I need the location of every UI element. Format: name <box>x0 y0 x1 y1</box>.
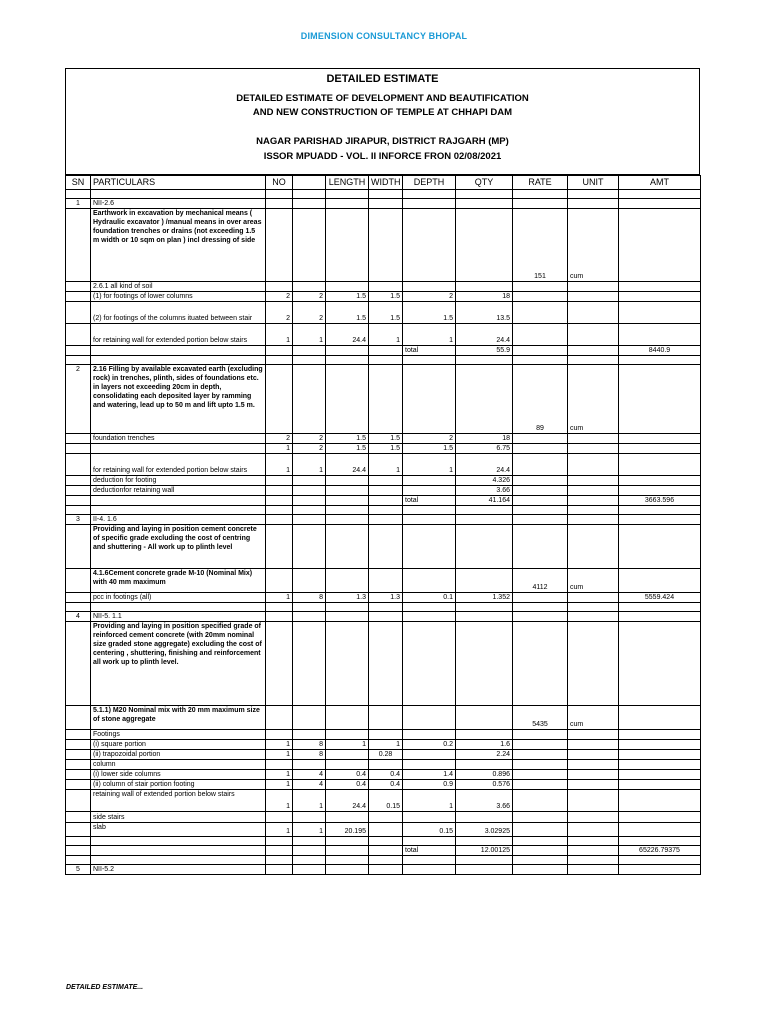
row-width: 1 <box>369 324 403 346</box>
item-amount: 3663.596 <box>619 496 701 506</box>
row-particular: deductionfor retaining wall <box>91 486 266 496</box>
table-row <box>66 292 701 302</box>
row-width: 0.15 <box>369 790 403 812</box>
row-depth: 1.5 <box>403 302 456 324</box>
row-no2: 2 <box>293 434 326 444</box>
row-length: 0.4 <box>326 780 369 790</box>
item-amount: 8440.9 <box>619 346 701 356</box>
col-unit: UNIT <box>568 176 619 190</box>
table-row <box>66 365 701 434</box>
total-row <box>66 346 701 356</box>
row-no: 1 <box>266 444 293 454</box>
row-no2: 8 <box>293 740 326 750</box>
row-no2: 4 <box>293 780 326 790</box>
table-row <box>66 486 701 496</box>
row-particular: slab <box>91 823 266 837</box>
item-rate: 89 <box>513 365 568 434</box>
row-depth: 1.5 <box>403 444 456 454</box>
row-qty: 18 <box>456 292 513 302</box>
row-no2: 1 <box>293 324 326 346</box>
table-row <box>66 476 701 486</box>
row-qty: 0.576 <box>456 780 513 790</box>
brand-title: DIMENSION CONSULTANCY BHOPAL <box>300 31 468 41</box>
row-no: 2 <box>266 292 293 302</box>
row-particular: Footings <box>91 730 266 740</box>
table-row <box>66 812 701 823</box>
item-subheading: 2.6.1 all kind of soil <box>91 282 266 292</box>
row-no2: 2 <box>293 292 326 302</box>
item-rate: 4112 <box>513 569 568 593</box>
row-no: 1 <box>266 454 293 476</box>
row-length: 1.3 <box>326 593 369 603</box>
row-no: 1 <box>266 823 293 837</box>
table-row <box>66 593 701 603</box>
item-sn: 5 <box>66 865 91 875</box>
total-label: total <box>403 346 456 356</box>
row-no2: 8 <box>293 750 326 760</box>
estimate-table <box>65 175 701 875</box>
row-depth: 1 <box>403 324 456 346</box>
spacer-row <box>66 506 701 515</box>
item-subheading: 5.1.1) M20 Nominal mix with 20 mm maximum size of stone aggregate <box>91 706 266 730</box>
row-particular: for retaining wall for extended portion below stairs <box>91 324 266 346</box>
table-row <box>66 780 701 790</box>
row-length: 24.4 <box>326 324 369 346</box>
item-code: NII-5.2 <box>91 865 266 875</box>
row-no: 1 <box>266 750 293 760</box>
col-depth: DEPTH <box>403 176 456 190</box>
item-sn: 1 <box>66 199 91 209</box>
row-depth: 2 <box>403 292 456 302</box>
table-row <box>66 740 701 750</box>
spacer-row <box>66 190 701 199</box>
row-particular: pcc in footings (all) <box>91 593 266 603</box>
table-row <box>66 434 701 444</box>
row-particular: column <box>91 760 266 770</box>
table-row <box>66 324 701 346</box>
row-width: 1.3 <box>369 593 403 603</box>
item-description: 2.16 Filling by available excavated earth (excluding rock) in trenches, plinth, sides of foundations etc. in layers not exceeding 20cm in depth, consolidating each deposited layer by ramming and watering, lead up to 50 m and lift upto 1.5 m. <box>91 365 266 434</box>
row-no: 1 <box>266 740 293 750</box>
table-row <box>66 302 701 324</box>
item-unit: cum <box>568 209 619 282</box>
row-particular: (i) square portion <box>91 740 266 750</box>
total-label: total <box>403 496 456 506</box>
row-qty: 13.5 <box>456 302 513 324</box>
row-no2: 1 <box>293 823 326 837</box>
table-row <box>66 730 701 740</box>
row-qty: 18 <box>456 434 513 444</box>
table-row <box>66 865 701 875</box>
row-qty: 2.24 <box>456 750 513 760</box>
spacer-row <box>66 856 701 865</box>
table-row <box>66 569 701 593</box>
row-particular: (2) for footings of the columns ituated between stair <box>91 302 266 324</box>
row-width: 1.5 <box>369 302 403 324</box>
spacer-row <box>66 356 701 365</box>
table-row <box>66 525 701 569</box>
col-qty: QTY <box>456 176 513 190</box>
item-sn: 2 <box>66 365 91 434</box>
table-row <box>66 790 701 812</box>
row-no2: 2 <box>293 302 326 324</box>
row-width: 0.28 <box>369 750 403 760</box>
row-qty: 24.4 <box>456 324 513 346</box>
header-title: DETAILED ESTIMATE <box>326 73 439 85</box>
row-qty: 1.352 <box>456 593 513 603</box>
header-line-3: NAGAR PARISHAD JIRAPUR, DISTRICT RAJGARH (MP) <box>256 136 509 147</box>
row-length: 1.5 <box>326 302 369 324</box>
row-qty: 1.6 <box>456 740 513 750</box>
item-description: Providing and laying in position specified grade of reinforced cement concrete (with 20mm nominal size graded stone aggregate) excluding the cost of centering , shuttering, finishing and reinforcement all work up to plinth level. <box>91 622 266 706</box>
row-depth: 0.1 <box>403 593 456 603</box>
total-row <box>66 846 701 856</box>
row-no2: 8 <box>293 593 326 603</box>
row-particular: foundation trenches <box>91 434 266 444</box>
item-description: Providing and laying in position cement concrete of specific grade excluding the cost of centring and shuttering - All work up to plinth level <box>91 525 266 569</box>
total-qty: 41.164 <box>456 496 513 506</box>
table-row <box>66 706 701 730</box>
total-label: total <box>403 846 456 856</box>
table-row <box>66 454 701 476</box>
row-width: 0.4 <box>369 770 403 780</box>
row-no: 2 <box>266 302 293 324</box>
total-qty: 55.9 <box>456 346 513 356</box>
table-row <box>66 750 701 760</box>
row-particular: (1) for footings of lower columns <box>91 292 266 302</box>
item-amount: 5559.424 <box>619 593 701 603</box>
row-depth: 0.2 <box>403 740 456 750</box>
row-depth: 2 <box>403 434 456 444</box>
row-particular: (ii) trapozoidal portion <box>91 750 266 760</box>
estimate-header <box>65 68 700 175</box>
spacer-row <box>66 837 701 846</box>
table-row <box>66 199 701 209</box>
row-no: 1 <box>266 324 293 346</box>
row-length: 1.5 <box>326 434 369 444</box>
header-line-1: DETAILED ESTIMATE OF DEVELOPMENT AND BEAUTIFICATION <box>236 93 529 104</box>
row-particular: for retaining wall for extended portion below stairs <box>91 454 266 476</box>
item-code: NII-5. 1.1 <box>91 612 266 622</box>
header-line-2: AND NEW CONSTRUCTION OF TEMPLE AT CHHAPI DAM <box>252 107 513 118</box>
table-row <box>66 823 701 837</box>
row-width: 1 <box>369 740 403 750</box>
table-row <box>66 515 701 525</box>
row-particular: deduction for footing <box>91 476 266 486</box>
item-subheading: 4.1.6Cement concrete grade M-10 (Nominal Mix) with 40 mm maximum <box>91 569 266 593</box>
total-qty: 12.00125 <box>456 846 513 856</box>
spacer-row <box>66 603 701 612</box>
item-code: II-4. 1.6 <box>91 515 266 525</box>
row-depth: 0.15 <box>403 823 456 837</box>
header-line-4: ISSOR MPUADD - VOL. II INFORCE FRON 02/08/2021 <box>263 151 502 162</box>
row-no: 1 <box>266 780 293 790</box>
row-width: 1.5 <box>369 444 403 454</box>
row-length: 0.4 <box>326 770 369 780</box>
item-description: Earthwork in excavation by mechanical means ( Hydraulic excavator ) /manual means in over areas foundation trenches or drains (not exceeding 1.5 m width or 10 sqm on plan ) incl dressing of side <box>91 209 266 282</box>
col-amt: AMT <box>619 176 701 190</box>
row-depth: 1 <box>403 454 456 476</box>
row-no: 1 <box>266 770 293 780</box>
row-qty: 3.66 <box>456 790 513 812</box>
row-qty: 0.896 <box>456 770 513 780</box>
row-length: 24.4 <box>326 790 369 812</box>
row-no: 1 <box>266 790 293 812</box>
row-particular: side stairs <box>91 812 266 823</box>
col-length: LENGTH <box>326 176 369 190</box>
row-width: 1 <box>369 454 403 476</box>
table-row <box>66 209 701 282</box>
row-particular: retaining wall of extended portion below stairs <box>91 790 266 812</box>
table-row <box>66 770 701 780</box>
table-row <box>66 444 701 454</box>
item-unit: cum <box>568 706 619 730</box>
row-width: 1.5 <box>369 292 403 302</box>
footer-note: DETAILED ESTIMATE... <box>66 984 144 991</box>
row-width: 1.5 <box>369 434 403 444</box>
item-amount: 65226.79375 <box>619 846 701 856</box>
table-row <box>66 612 701 622</box>
row-no2: 1 <box>293 790 326 812</box>
col-sn: SN <box>66 176 91 190</box>
row-no: 1 <box>266 593 293 603</box>
row-depth: 1 <box>403 790 456 812</box>
total-row <box>66 496 701 506</box>
item-unit: cum <box>568 569 619 593</box>
col-no: NO <box>266 176 293 190</box>
item-rate: 5435 <box>513 706 568 730</box>
row-length: 1 <box>326 740 369 750</box>
col-width: WIDTH <box>369 176 403 190</box>
row-length: 20.195 <box>326 823 369 837</box>
table-row <box>66 622 701 706</box>
row-depth: 0.9 <box>403 780 456 790</box>
row-qty: 6.75 <box>456 444 513 454</box>
row-width: 0.4 <box>369 780 403 790</box>
col-blank <box>293 176 326 190</box>
row-length: 24.4 <box>326 454 369 476</box>
row-depth: 1.4 <box>403 770 456 780</box>
item-unit: cum <box>568 365 619 434</box>
table-header <box>66 176 701 190</box>
row-no2: 2 <box>293 444 326 454</box>
col-rate: RATE <box>513 176 568 190</box>
row-particular: (ii) column of stair portion footing <box>91 780 266 790</box>
col-particulars: PARTICULARS <box>91 176 266 190</box>
item-sn: 4 <box>66 612 91 622</box>
row-no2: 4 <box>293 770 326 780</box>
row-length: 1.5 <box>326 444 369 454</box>
item-rate: 151 <box>513 209 568 282</box>
row-qty: 4.326 <box>456 476 513 486</box>
item-sn: 3 <box>66 515 91 525</box>
row-no: 2 <box>266 434 293 444</box>
row-particular <box>91 444 266 454</box>
row-qty: 3.66 <box>456 486 513 496</box>
table-row <box>66 282 701 292</box>
row-no2: 1 <box>293 454 326 476</box>
row-length: 1.5 <box>326 292 369 302</box>
row-qty: 24.4 <box>456 454 513 476</box>
table-row <box>66 760 701 770</box>
item-code: NII-2.6 <box>91 199 266 209</box>
row-qty: 3.02925 <box>456 823 513 837</box>
row-particular: (i) lower side columns <box>91 770 266 780</box>
